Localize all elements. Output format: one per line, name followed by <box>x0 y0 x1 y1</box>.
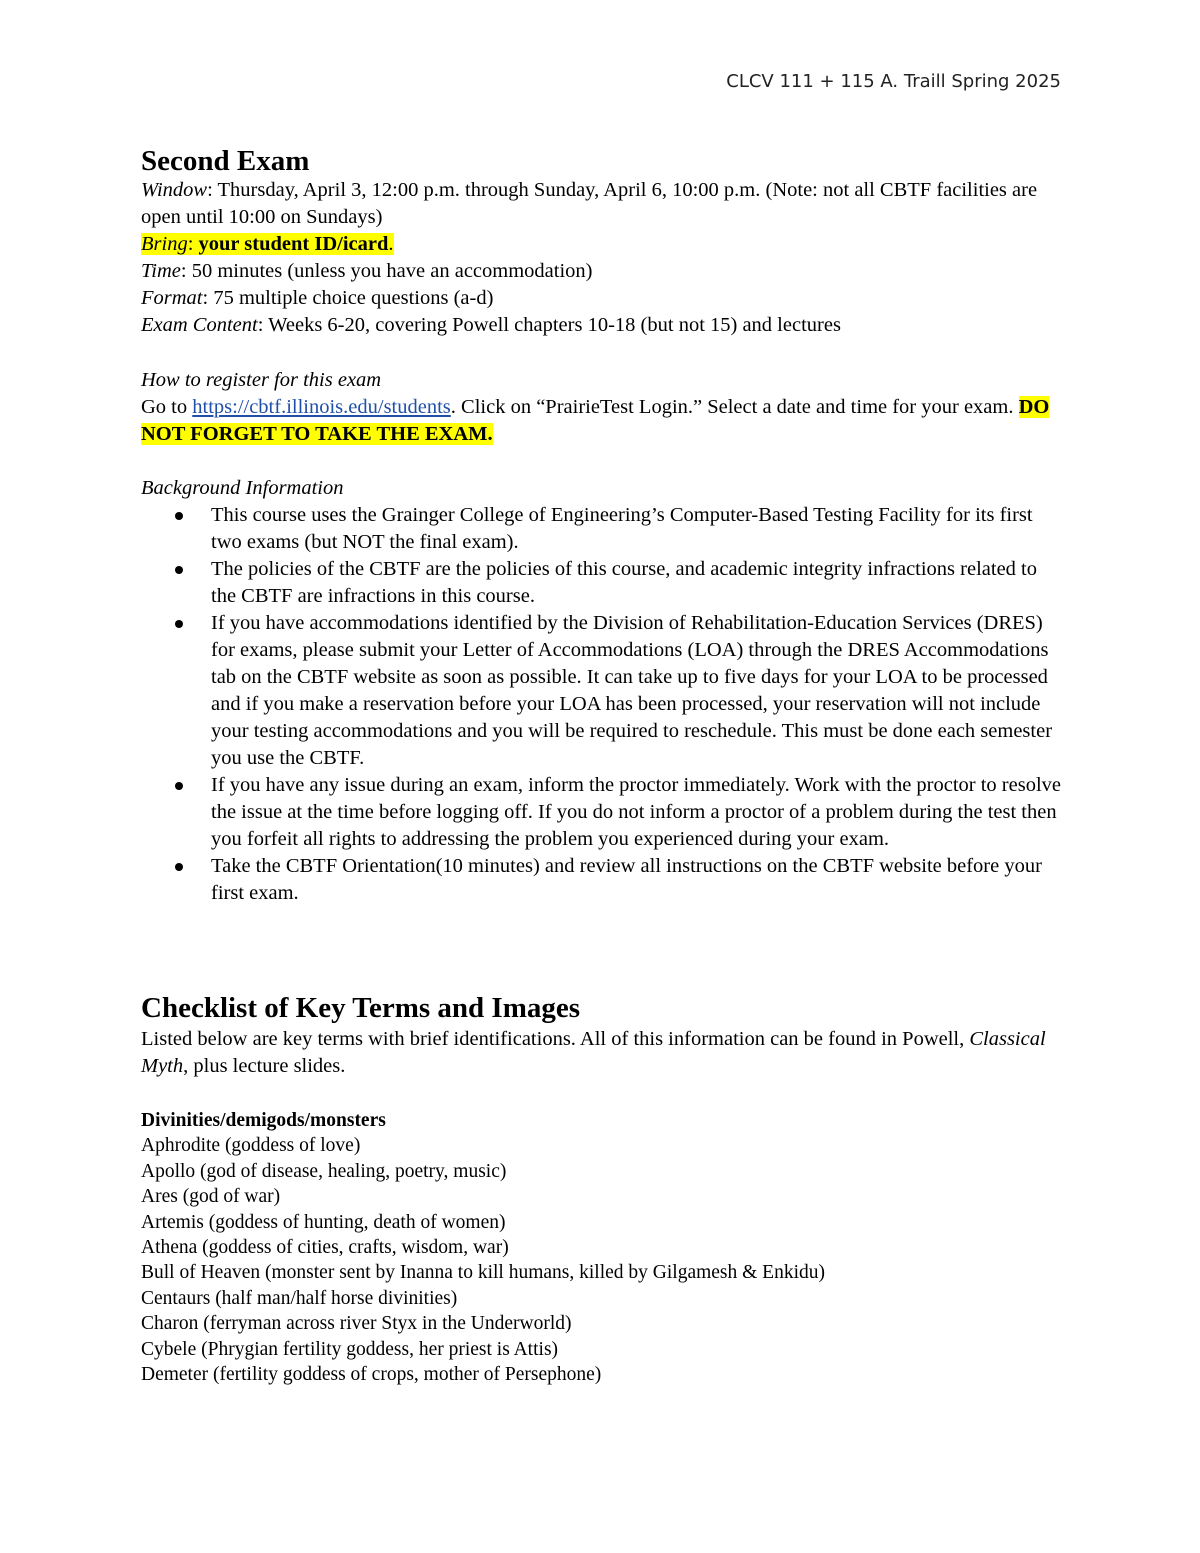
running-head: CLCV 111 + 115 A. Traill Spring 2025 <box>726 71 1061 92</box>
time-line <box>141 258 1061 285</box>
background-heading: Background Information <box>141 477 344 499</box>
term-item: Charon (ferryman across river Styx in the Underworld) <box>141 1313 572 1335</box>
bullet-icon <box>175 782 183 790</box>
term-item: Ares (god of war) <box>141 1186 281 1208</box>
bring-label: Bring <box>141 233 188 255</box>
list-item: Take the CBTF Orientation(10 minutes) and review all instructions on the CBTF website before your first exam. <box>141 853 1061 907</box>
list-item: If you have accommodations identified by the Division of Rehabilitation-Education Services (DRES) for exams, please submit your Letter of Accommodations (LOA) through the DRES Accommodations tab on the CBTF website as soon as possible. It can take up to five days for your LOA to be processed and if you make a reservation before your LOA has been processed, your reservation will not include your testing accommodations and you will be required to reschedule. This must be done each semester you use the CBTF. <box>141 610 1061 772</box>
format-text: : 75 multiple choice questions (a-d) <box>202 287 494 309</box>
term-item: Bull of Heaven (monster sent by Inanna to kill humans, killed by Gilgamesh & Enkidu) <box>141 1262 826 1284</box>
list-item: This course uses the Grainger College of Engineering’s Computer-Based Testing Facility for its first two exams (but NOT the final exam). <box>141 502 1061 556</box>
divinities-heading: Divinities/demigods/monsters <box>141 1110 386 1131</box>
cbtf-link[interactable]: https://cbtf.illinois.edu/students <box>192 396 451 418</box>
term-item: Demeter (fertility goddess of crops, mother of Persephone) <box>141 1364 602 1386</box>
term-item: Aphrodite (goddess of love) <box>141 1135 361 1157</box>
bullet-icon <box>175 566 183 574</box>
window-label: Window <box>141 179 208 201</box>
register-heading: How to register for this exam <box>141 369 382 391</box>
register-text: Go to https://cbtf.illinois.edu/students. Click on “PrairieTest Login.” Select a date and time for your exam. DO NOT FORGET TO TAKE THE EXAM. <box>141 396 1050 445</box>
take-exam-warning: DO NOT FORGET TO TAKE THE EXAM. <box>141 396 1050 445</box>
bring-highlight: Bring: your student ID/icard. <box>141 233 394 255</box>
term-item: Athena (goddess of cities, crafts, wisdom, war) <box>141 1237 509 1259</box>
divinities-section <box>141 1108 1061 1387</box>
format-label: Format <box>141 287 203 309</box>
bring-line <box>141 231 1061 258</box>
term-item: Artemis (goddess of hunting, death of women) <box>141 1211 506 1233</box>
bring-text: your student ID/icard <box>198 233 389 255</box>
term-item: Centaurs (half man/half horse divinities) <box>141 1287 458 1309</box>
bullet-icon <box>175 863 183 871</box>
window-line <box>141 177 1061 231</box>
term-item: Cybele (Phrygian fertility goddess, her priest is Attis) <box>141 1338 559 1360</box>
exam-info <box>141 177 1061 339</box>
content-line <box>141 312 1061 339</box>
section-title-checklist: Checklist of Key Terms and Images <box>141 992 581 1024</box>
time-label: Time <box>141 260 181 282</box>
window-text: : Thursday, April 3, 12:00 p.m. through Sunday, April 6, 10:00 p.m. (Note: not all CBTF facilities are open until 10:00 on Sundays) <box>141 179 1038 228</box>
background-list <box>141 502 1061 907</box>
background-section <box>141 475 1061 907</box>
checklist-intro: Listed below are key terms with brief identifications. All of this information can be found in Powell, Classical Myth, plus lecture slides. <box>141 1028 1046 1077</box>
list-item: The policies of the CBTF are the policies of this course, and academic integrity infractions related to the CBTF are infractions in this course. <box>141 556 1061 610</box>
list-item: If you have any issue during an exam, inform the proctor immediately. Work with the proctor to resolve the issue at the time before logging off. If you do not inform a proctor of a problem during the test then you forfeit all rights to addressing the problem you experienced during your exam. <box>141 772 1061 853</box>
book-title: Classical Myth <box>141 1028 1046 1077</box>
content-text: : Weeks 6-20, covering Powell chapters 10-18 (but not 15) and lectures <box>257 314 841 336</box>
term-item: Apollo (god of disease, healing, poetry, music) <box>141 1160 507 1182</box>
bullet-icon <box>175 512 183 520</box>
content-label: Exam Content <box>141 314 258 336</box>
register-section <box>141 367 1061 448</box>
bullet-icon <box>175 620 183 628</box>
format-line <box>141 285 1061 312</box>
section-title-second-exam: Second Exam <box>141 145 310 177</box>
time-text: : 50 minutes (unless you have an accommodation) <box>180 260 593 282</box>
